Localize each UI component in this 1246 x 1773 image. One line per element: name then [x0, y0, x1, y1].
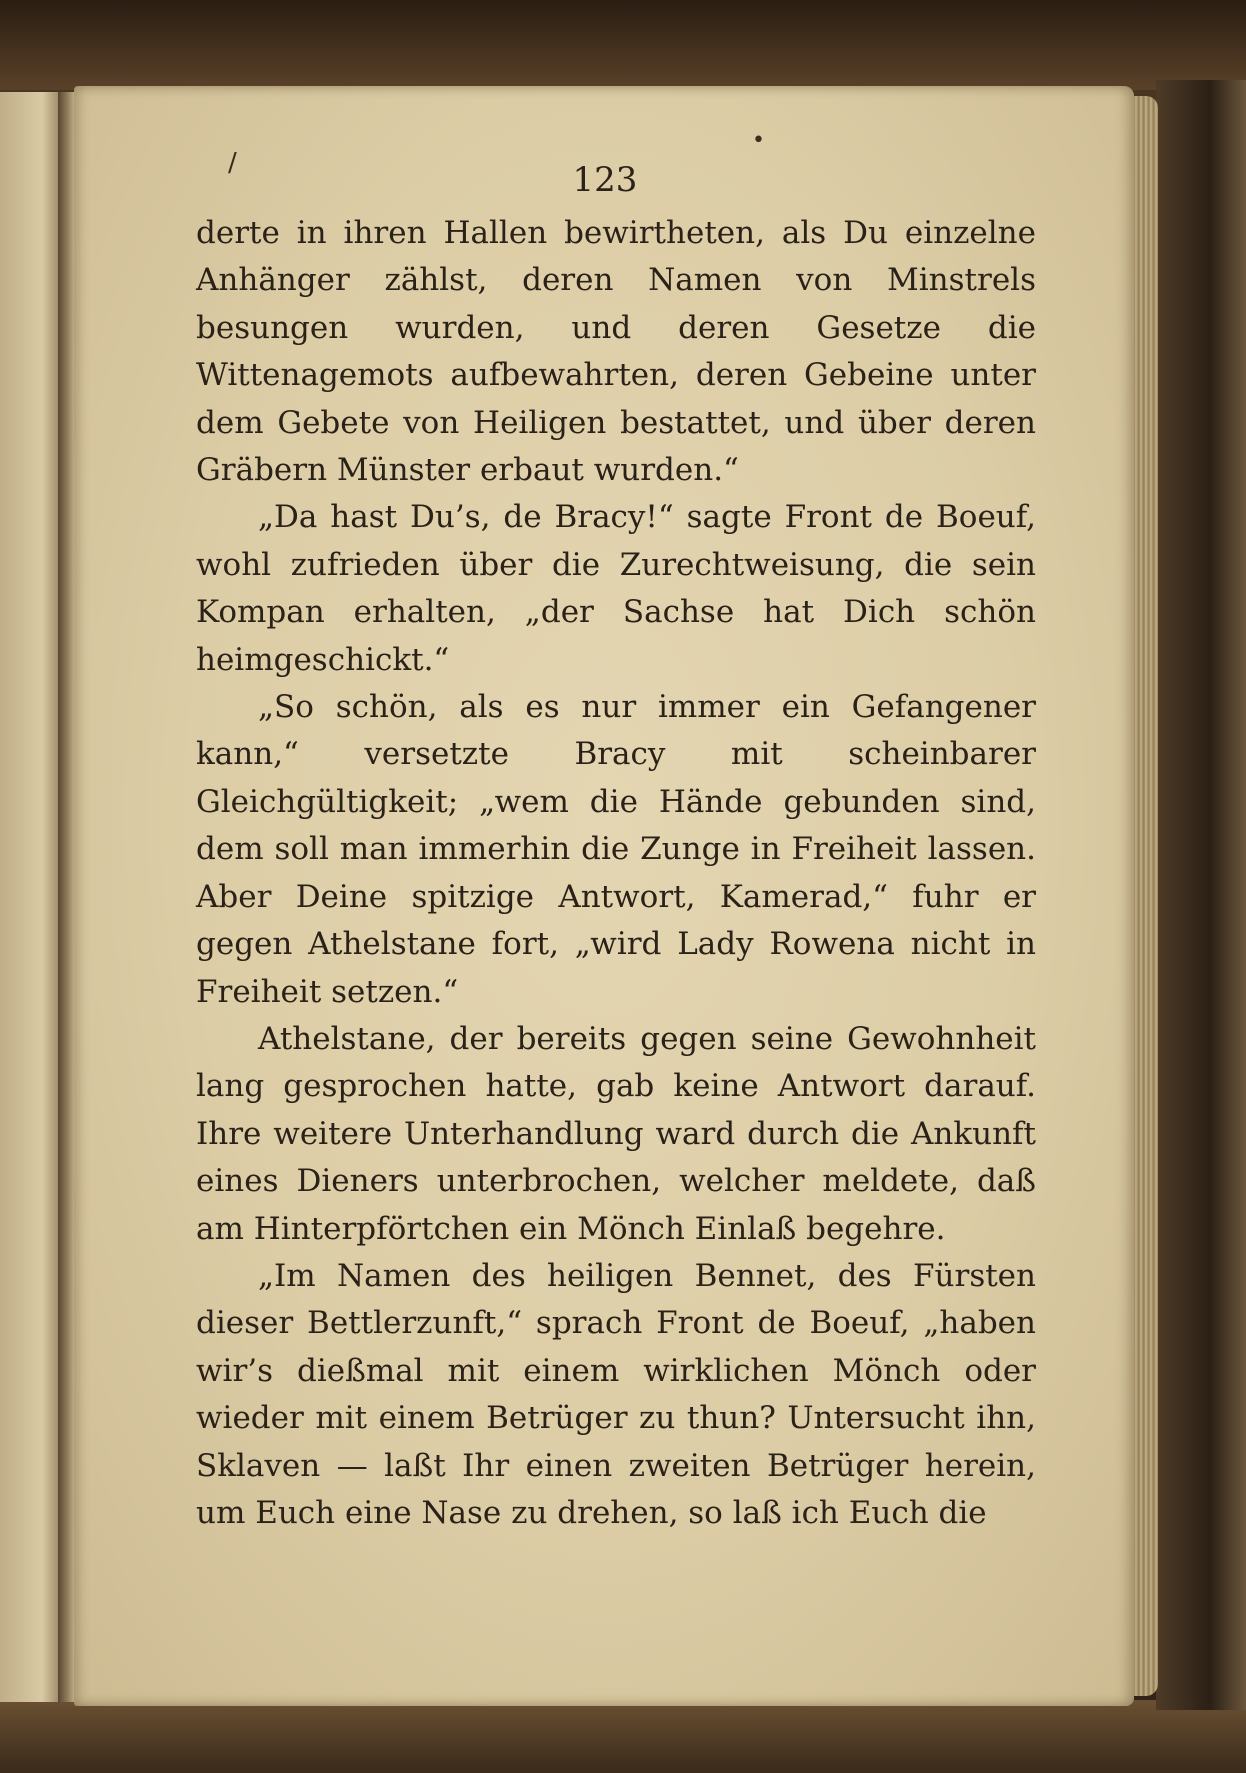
book-cover-right-edge [1156, 80, 1246, 1710]
paragraph: „So schön, als es nur immer ein Gefangener kann,“ versetzte Bracy mit scheinbarer Gleichgültigkeit; „wem die Hände gebunden sind, dem soll man immerhin die Zunge in Freiheit lassen. Aber Deine spitzige Antwort, Kamerad,“ fuhr er gegen Athelstane fort, „wird Lady Rowena nicht in Freiheit setzen.“ [196, 689, 1036, 1010]
left-page-edge [0, 92, 60, 1702]
paragraph: derte in ihren Hallen bewirtheten, als Du einzelne Anhänger zählst, deren Namen von Minstrels besungen wurden, und deren Gesetze die Wittenagemots aufbewahrten, deren Gebeine unter dem Gebete von Heiligen bestattet, und über deren Gräbern Münster erbaut wurden.“ [196, 215, 1036, 489]
stray-mark: / [228, 148, 237, 178]
paragraph: „Da hast Du’s, de Bracy!“ sagte Front de Boeuf, wohl zufrieden über die Zurechtweisung, die sein Kompan erhalten, „der Sachse hat Dich schön heimgeschickt.“ [196, 499, 1036, 678]
paragraph: Athelstane, der bereits gegen seine Gewohnheit lang gesprochen hatte, gab keine Antwort darauf. Ihre weitere Unterhandlung ward durch die Ankunft eines Dieners unterbrochen, welcher meldete, daß am Hinterpförtchen ein Mönch Einlaß begehre. [196, 1020, 1036, 1247]
stray-dot: • [752, 128, 765, 153]
page-number: 123 [572, 160, 638, 200]
book-cover-bottom-edge [0, 1700, 1246, 1773]
page-text [196, 210, 1036, 1537]
book-cover-top-edge [0, 0, 1246, 90]
paragraph: „Im Namen des heiligen Bennet, des Fürsten dieser Bettlerzunft,“ sprach Front de Boeuf, „haben wir’s dießmal mit einem wirklichen Mönch oder wieder mit einem Betrüger zu thun? Untersucht ihn, Sklaven — laßt Ihr einen zweiten Betrüger herein, um Euch eine Nase zu drehen, so laß ich Euch die [196, 1257, 1036, 1531]
